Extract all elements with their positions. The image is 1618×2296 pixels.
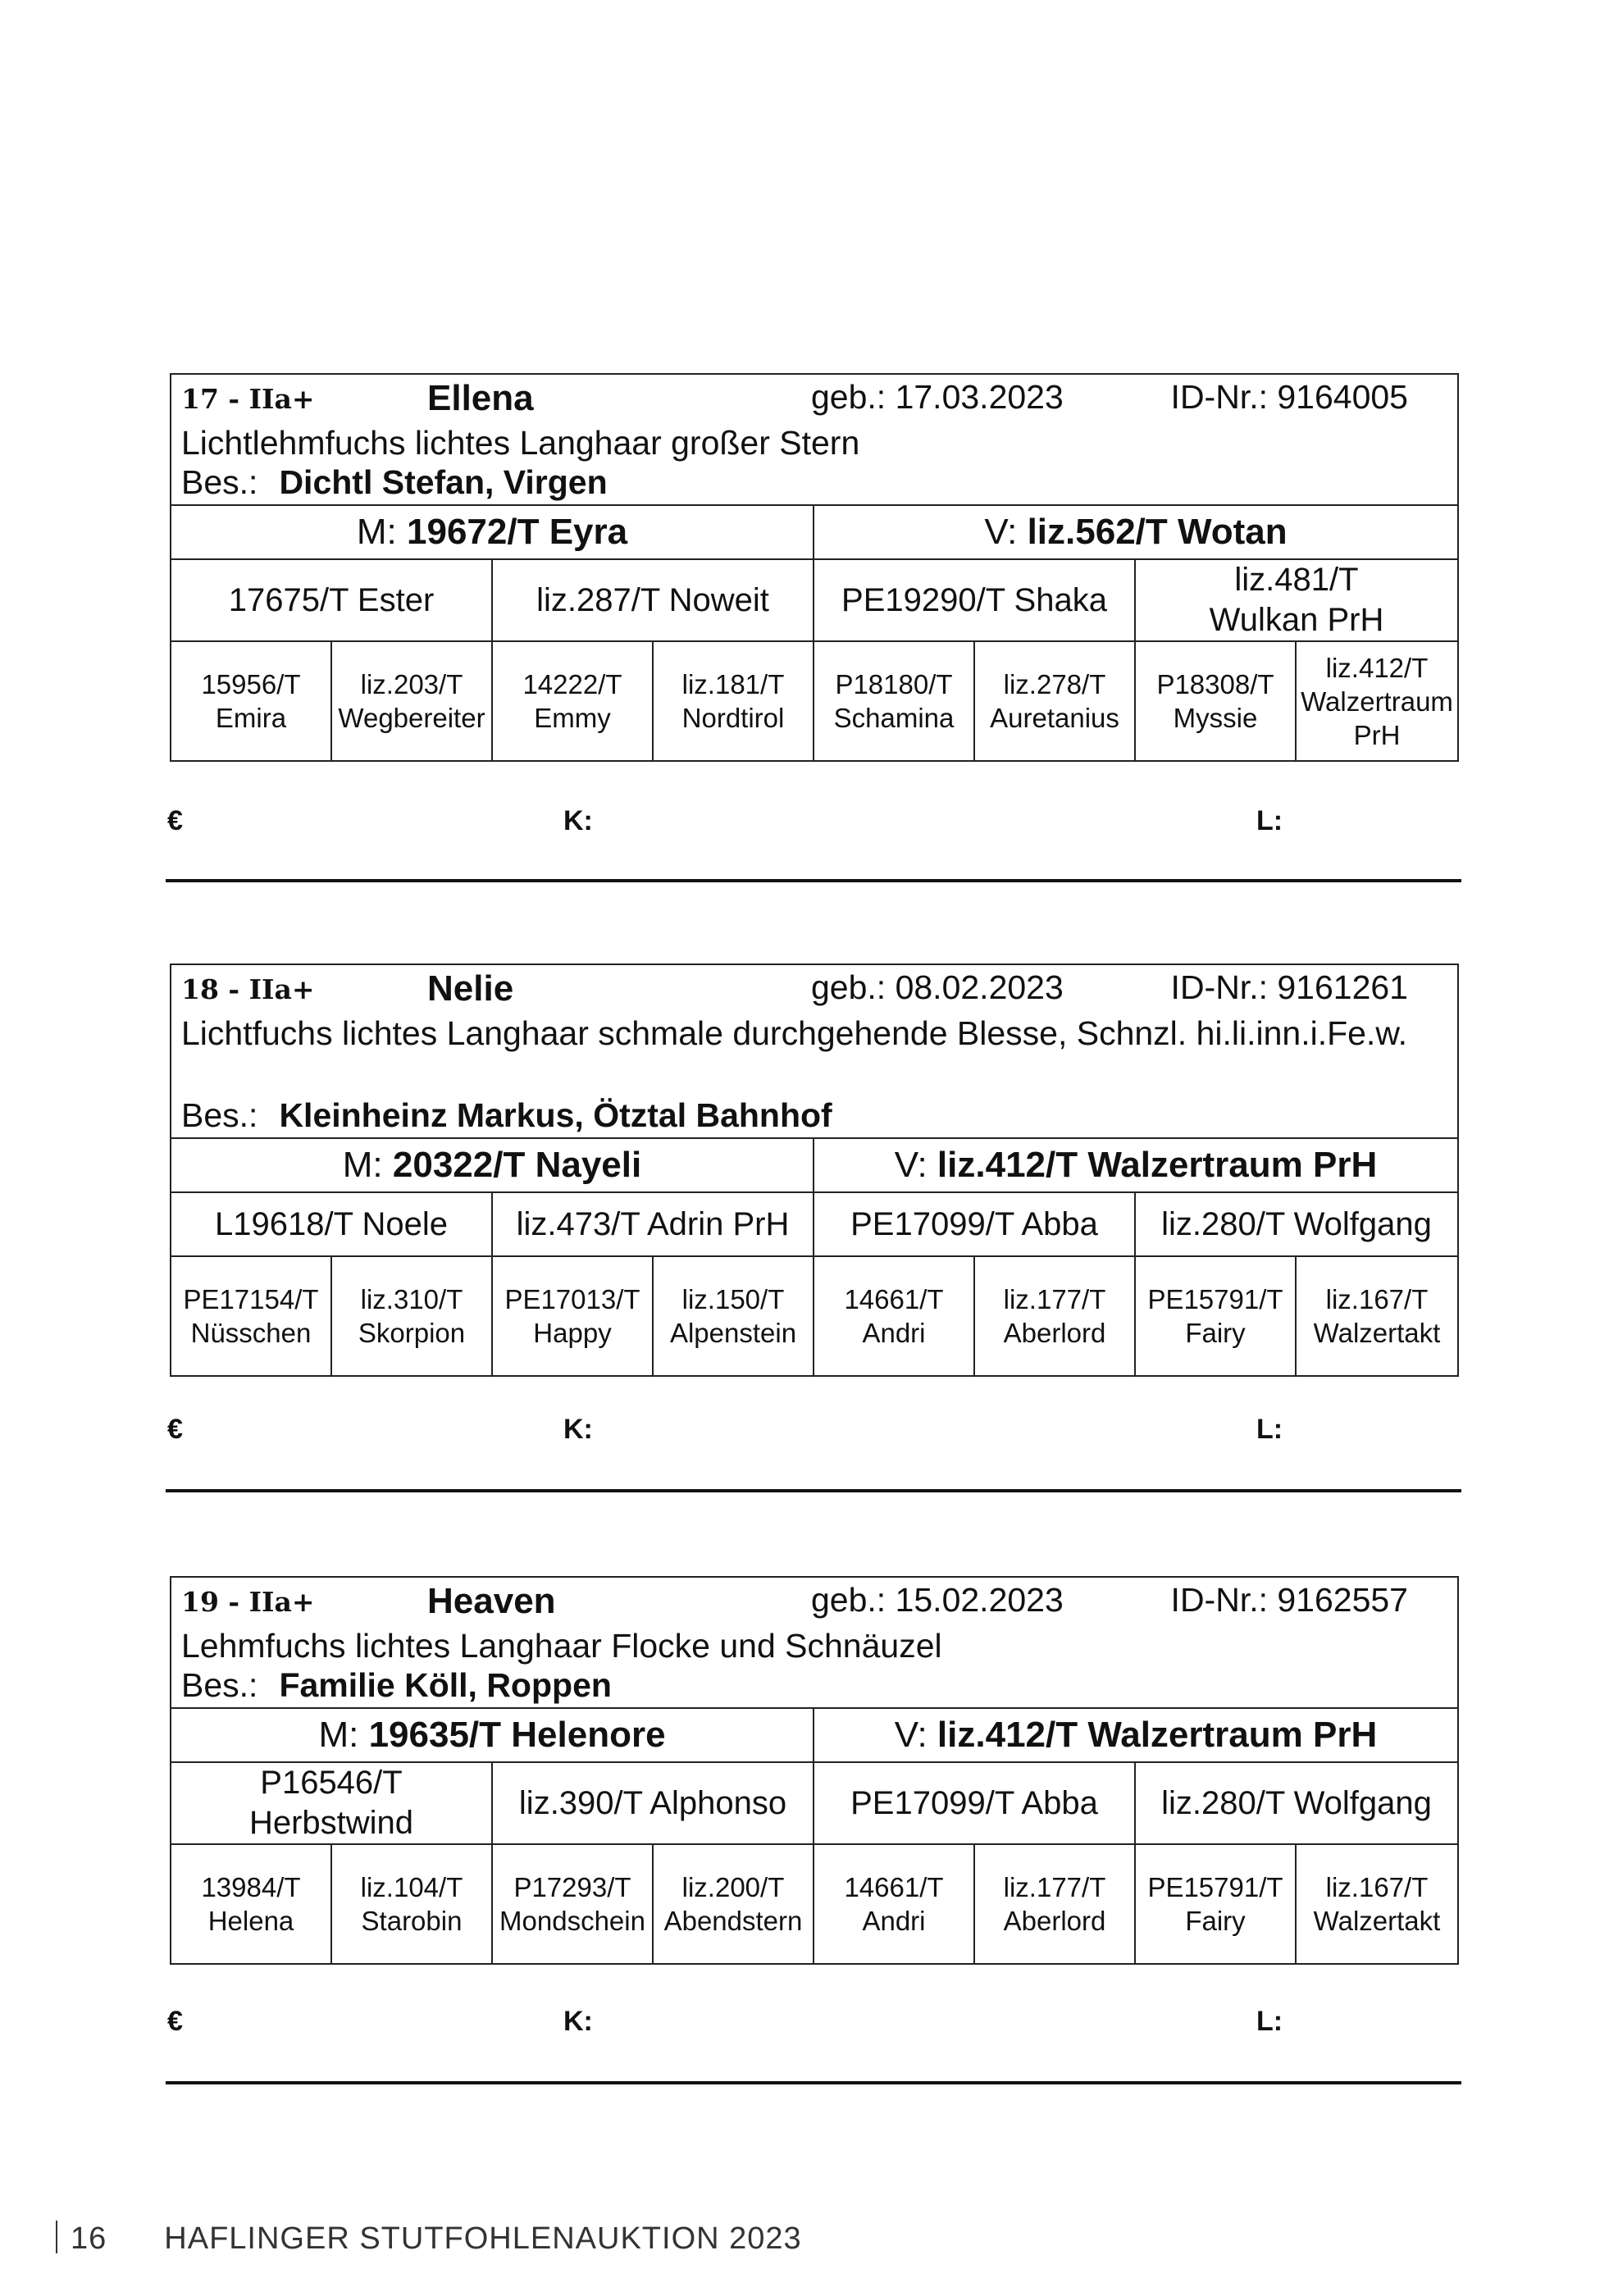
great-grandparent-cell: liz.167/T Walzertakt: [1313, 1284, 1441, 1348]
father-cell: V: liz.412/T Walzertraum PrH: [894, 1145, 1378, 1185]
great-grandparent-cell: liz.310/T Skorpion: [332, 1257, 493, 1375]
owner-name: Kleinheinz Markus, Ötztal Bahnhof: [279, 1096, 832, 1134]
lot-number: 19 - IIa+: [181, 1586, 315, 1618]
mother-cell: M: 19672/T Eyra: [171, 506, 814, 558]
father-name: liz.412/T Walzertraum PrH: [937, 1145, 1378, 1185]
payment-line: [167, 2006, 1459, 2047]
grandparent-cell: PE19290/T Shaka: [814, 560, 1136, 640]
owner-name: Familie Köll, Roppen: [279, 1666, 612, 1704]
grandparents-row: [171, 560, 1457, 642]
entry-header: [171, 1578, 1457, 1709]
parents-row: [171, 1139, 1457, 1193]
footer-bar: [56, 2221, 57, 2253]
entry-table: [170, 1576, 1459, 1965]
mother-cell: M: 20322/T Nayeli: [171, 1139, 814, 1191]
lot-number: 18 - IIa+: [181, 973, 315, 1005]
owner-line: [181, 1094, 832, 1137]
divider: [166, 879, 1461, 882]
k-label: K:: [563, 805, 593, 836]
payment-line: [167, 1414, 1459, 1455]
description: Lichtfuchs lichtes Langhaar schmale durchgehende Blesse, Schnzl. hi.li.inn.i.Fe.w.: [181, 1014, 1408, 1052]
father-cell: V: liz.412/T Walzertraum PrH: [894, 1715, 1378, 1755]
divider: [166, 2081, 1461, 2084]
k-label: K:: [563, 2006, 593, 2037]
payment-line: [167, 805, 1459, 846]
father-name: liz.412/T Walzertraum PrH: [937, 1715, 1378, 1755]
great-grandparent-cell: liz.412/T Walzertraum PrH: [1301, 652, 1453, 750]
divider: [166, 1489, 1461, 1492]
father-name: liz.562/T Wotan: [1027, 512, 1288, 552]
mother-name: 19635/T Helenore: [368, 1715, 666, 1755]
grandparent-cell: liz.473/T Adrin PrH: [493, 1193, 814, 1255]
l-label: L:: [1256, 805, 1283, 836]
great-grandparent-cell: 14222/T Emmy: [493, 642, 654, 760]
mother-cell: M: 19635/T Helenore: [171, 1709, 814, 1761]
grandparent-cell: liz.280/T Wolfgang: [1161, 1205, 1432, 1242]
k-label: K:: [563, 1414, 593, 1445]
great-grandparent-cell: PE15791/T Fairy: [1136, 1845, 1297, 1963]
great-grandparent-cell: PE17154/T Nüsschen: [171, 1257, 332, 1375]
lot-number: 17 - IIa+: [181, 383, 315, 415]
great-grandparent-cell: liz.104/T Starobin: [332, 1845, 493, 1963]
great-grandparent-cell: liz.177/T Aberlord: [975, 1845, 1136, 1963]
auction-entry-19: [170, 1576, 1459, 1965]
page-number: 16: [71, 2221, 107, 2256]
grandparent-cell: liz.390/T Alphonso: [493, 1763, 814, 1843]
l-label: L:: [1256, 2006, 1283, 2037]
owner-line: [181, 1664, 612, 1707]
great-grandparents-row: [171, 1257, 1457, 1375]
great-grandparent-cell: PE17013/T Happy: [493, 1257, 654, 1375]
euro-label: €: [167, 805, 183, 836]
great-grandparent-cell: liz.203/T Wegbereiter: [332, 642, 493, 760]
horse-name: Ellena: [427, 378, 534, 418]
mother-name: 20322/T Nayeli: [392, 1145, 642, 1185]
great-grandparent-cell: liz.200/T Abendstern: [654, 1845, 814, 1963]
great-grandparent-cell: liz.278/T Auretanius: [975, 642, 1136, 760]
auction-entry-18: [170, 963, 1459, 1377]
grandparent-cell: 17675/T Ester: [171, 560, 493, 640]
great-grandparent-cell: liz.167/T Walzertakt: [1313, 1872, 1441, 1936]
grandparent-cell: PE17099/T Abba: [814, 1763, 1136, 1843]
great-grandparent-cell: 14661/T Andri: [814, 1845, 975, 1963]
euro-label: €: [167, 2006, 183, 2037]
description: Lehmfuchs lichtes Langhaar Flocke und Schnäuzel: [181, 1627, 942, 1665]
mother-name: 19672/T Eyra: [407, 512, 628, 552]
parents-row: [171, 1709, 1457, 1763]
grandparent-cell: P16546/T Herbstwind: [171, 1763, 493, 1843]
l-label: L:: [1256, 1414, 1283, 1445]
grandparents-row: [171, 1193, 1457, 1257]
great-grandparent-cell: PE15791/T Fairy: [1136, 1257, 1297, 1375]
owner-label: Bes.:: [181, 463, 258, 501]
owner-line: [181, 461, 608, 504]
grandparents-row: [171, 1763, 1457, 1845]
owner-label: Bes.:: [181, 1666, 258, 1704]
euro-label: €: [167, 1414, 183, 1445]
parents-row: [171, 506, 1457, 560]
great-grandparent-cell: liz.181/T Nordtirol: [654, 642, 814, 760]
father-cell: V: liz.562/T Wotan: [984, 512, 1288, 552]
birth-date: geb.: 15.02.2023: [811, 1581, 1064, 1619]
horse-name: Nelie: [427, 968, 514, 1009]
page-footer: [56, 2221, 802, 2257]
great-grandparent-cell: 15956/T Emira: [171, 642, 332, 760]
entry-header: [171, 375, 1457, 506]
great-grandparents-row: [171, 642, 1457, 760]
owner-name: Dichtl Stefan, Virgen: [279, 463, 608, 501]
id-number: ID-Nr.: 9161261: [1170, 968, 1408, 1006]
description: Lichtlehmfuchs lichtes Langhaar großer Stern: [181, 424, 860, 462]
great-grandparent-cell: liz.150/T Alpenstein: [654, 1257, 814, 1375]
horse-name: Heaven: [427, 1581, 556, 1621]
grandparent-cell: L19618/T Noele: [171, 1193, 493, 1255]
great-grandparent-cell: P18308/T Myssie: [1136, 642, 1297, 760]
grandparent-cell: liz.481/T Wulkan PrH: [1209, 562, 1384, 638]
catalog-title: HAFLINGER STUTFOHLENAUKTION 2023: [164, 2221, 802, 2256]
grandparent-cell: PE17099/T Abba: [814, 1193, 1136, 1255]
great-grandparent-cell: P18180/T Schamina: [814, 642, 975, 760]
birth-date: geb.: 17.03.2023: [811, 378, 1064, 416]
great-grandparent-cell: P17293/T Mondschein: [493, 1845, 654, 1963]
owner-label: Bes.:: [181, 1096, 258, 1134]
entry-table: [170, 373, 1459, 762]
id-number: ID-Nr.: 9164005: [1170, 378, 1408, 416]
entry-header: [171, 965, 1457, 1139]
great-grandparent-cell: 13984/T Helena: [171, 1845, 332, 1963]
birth-date: geb.: 08.02.2023: [811, 968, 1064, 1006]
grandparent-cell: liz.280/T Wolfgang: [1161, 1784, 1432, 1821]
great-grandparent-cell: liz.177/T Aberlord: [975, 1257, 1136, 1375]
auction-entry-17: [170, 373, 1459, 762]
great-grandparents-row: [171, 1845, 1457, 1963]
grandparent-cell: liz.287/T Noweit: [493, 560, 814, 640]
id-number: ID-Nr.: 9162557: [1170, 1581, 1408, 1619]
great-grandparent-cell: 14661/T Andri: [814, 1257, 975, 1375]
entry-table: [170, 963, 1459, 1377]
